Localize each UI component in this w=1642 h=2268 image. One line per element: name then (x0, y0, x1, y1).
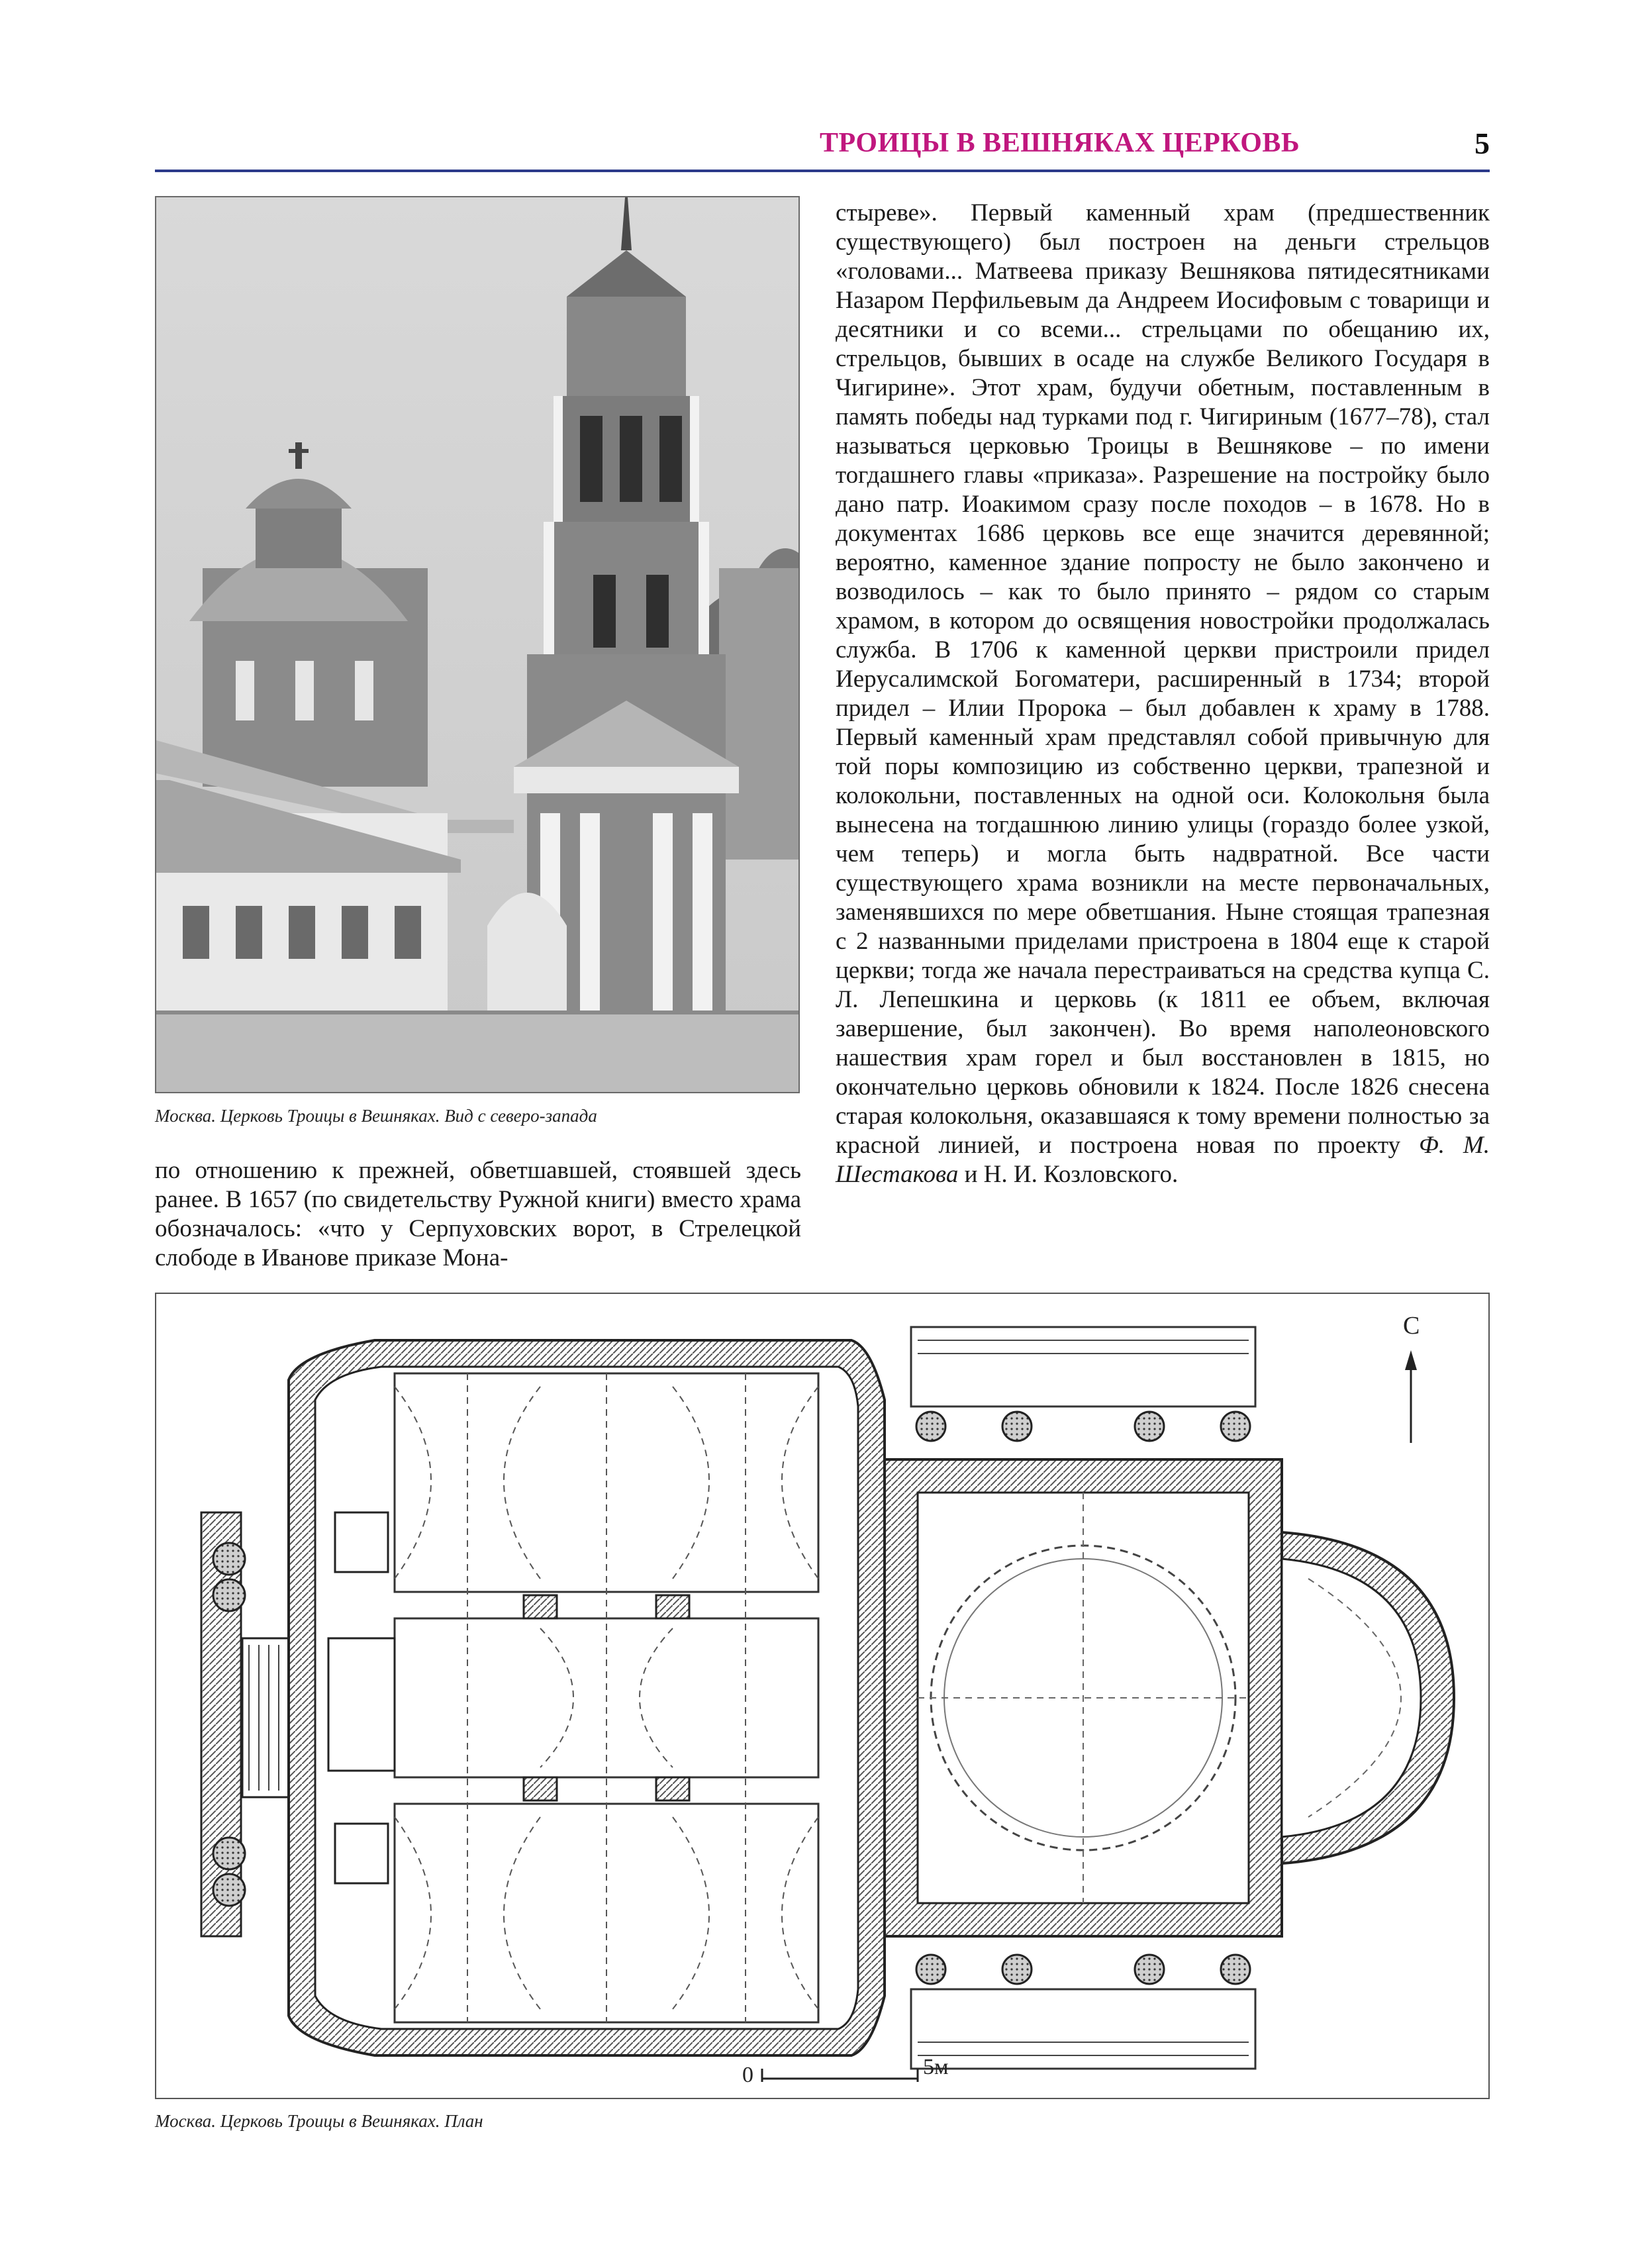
west-porch (201, 1512, 289, 1936)
scale-zero: 0 (742, 2063, 753, 2087)
running-head (801, 123, 1490, 170)
church-photo-drawing (156, 197, 798, 1092)
running-title: ТРОИЦЫ В ВЕШНЯКАХ ЦЕРКОВЬ (820, 128, 1300, 158)
church-photo (155, 196, 800, 1093)
header-rule (155, 170, 1490, 172)
plan-caption: Москва. Церковь Троицы в Вешняках. План (155, 2111, 483, 2131)
floor-plan-drawing (156, 1294, 1488, 2098)
north-label: С (1403, 1312, 1420, 1340)
paragraph-right (836, 199, 1490, 1189)
photo-caption: Москва. Церковь Троицы в Вешняках. Вид с северо-запада (155, 1106, 597, 1126)
paragraph-left: по отношению к прежней, обветшавшей, стоявшей здесь ранее. В 1657 (по свидетельству Ружной книги) вместо храма обозначалось: «что у Серпуховских ворот, в Стрелецкой слободе в Иванове приказе Мона- (155, 1157, 801, 1271)
scale-bar (742, 2055, 949, 2087)
floor-plan (155, 1293, 1490, 2099)
north-arrow (1403, 1312, 1420, 1443)
text-column-right (836, 199, 1490, 1189)
architect-name: Ф. М. Шестакова (836, 1132, 1490, 1188)
refectory (289, 1340, 885, 2055)
scale-end: 5м (923, 2055, 949, 2079)
paragraph-right-closing: и Н. И. Козловского. (958, 1161, 1179, 1188)
page-number: 5 (1474, 126, 1490, 160)
text-column-left (155, 1156, 801, 1273)
main-church (885, 1327, 1454, 2069)
paragraph-right-body: стыреве». Первый каменный храм (предшественник существующего) был построен на деньги стрельцов «головами... Матвеева приказу Вешнякова пятидесятниками Назаром Перфильевым да Андреем Иосифовым с товарищи и десятники и со всеми... стрельцами по обещанию их, стрельцов, бывших в осаде на службе Великого Государя в Чигирине». Этот храм, будучи обетным, поставленным в память победы над турками под г. Чигириным (1677–78), стал называться церковью Троицы в Вешнякове – по имени тогдашнего главы «приказа». Разрешение на постройку было дано патр. Иоакимом сразу после походов – в 1678. Но в документах 1686 церковь все еще значится деревянной; вероятно, каменное здание попросту не было закончено и возводилось – как то было принято – рядом со старым храмом, в котором до освящения новостройки продолжалась служба. В 1706 к каменной церкви пристроили придел Иерусалимской Богоматери, расширенный в 1734; второй придел – Илии Пророка – был добавлен к храму в 1788. Первый каменный храм представлял собой привычную для той поры композицию из собственно церкви, трапезной и колокольни, поставленных на одной оси. Колокольня была вынесена на тогдашнюю линию улицы (гораздо более узкой, чем теперь) и могла быть надвратной. Все части существующего храма возникли на месте первоначальных, заменявшихся по мере обветшания. Ныне стоящая трапезная с 2 названными приделами пристроена в 1804 еще к старой церкви; тогда же начала перестраиваться на средства купца С. Л. Лепешкина и церковь (к 1811 ее объем, включая завершение, был закончен). Во время наполеоновского нашествия храм горел и был восстановлен в 1815, но окончательно церковь обновили к 1824. После 1826 снесена старая колокольня, оказавшаяся к тому времени полностью за красной линией, и построена новая по проекту (836, 199, 1490, 1159)
